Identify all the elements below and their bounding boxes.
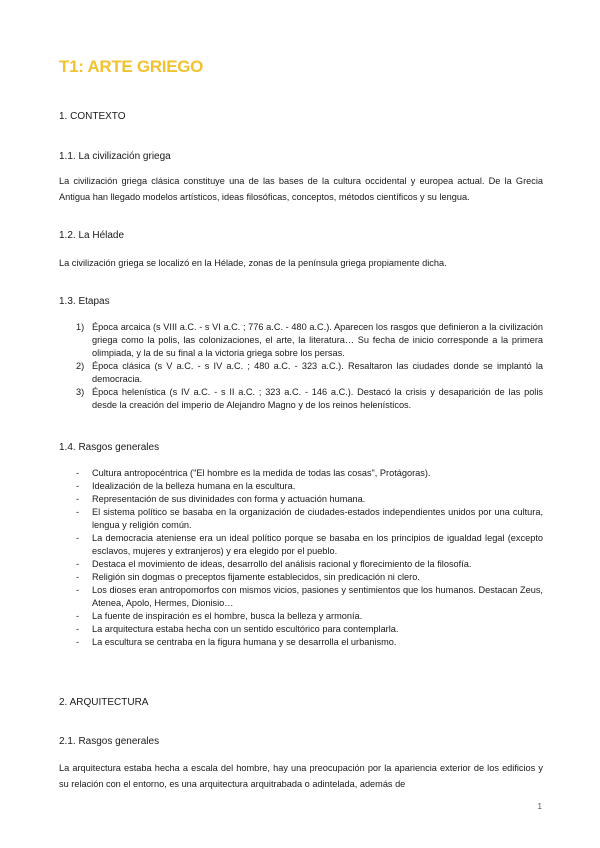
list-item: - Destaca el movimiento de ideas, desarrollo del análisis racional y florecimiento de la filosofía. — [76, 559, 472, 569]
subheading-arq-rasgos: 2.1. Rasgos generales — [59, 736, 160, 747]
list-item: 3) Época helenística (s IV a.C. - s II a.C. ; 323 a.C. - 146 a.C.). Destacó la crisis y desaparición de las polis desde la creación del imperio de Alejandro Magno y de los reinos helenísticos. — [76, 387, 543, 410]
document-title: T1: ARTE GRIEGO — [59, 57, 204, 76]
subheading-rasgos: 1.4. Rasgos generales — [59, 442, 160, 453]
list-item: - Representación de sus divinidades con forma y actuación humana. — [76, 494, 366, 504]
paragraph-helade: La civilización griega se localizó en la Hélade, zonas de la península griega propiamente dicha. — [59, 258, 447, 268]
section-heading-contexto: 1. CONTEXTO — [59, 111, 126, 122]
etapas-list — [59, 321, 543, 412]
page-number: 1 — [537, 802, 542, 811]
list-item: 2) Época clásica (s V a.C. - s IV a.C. ; 480 a.C. - 323 a.C.). Resaltaron las ciudades donde se implantó la democracia. — [76, 361, 543, 384]
list-item: - La escultura se centraba en la figura humana y se desarrolla el urbanismo. — [76, 637, 397, 647]
list-item: - Los dioses eran antropomorfos con mismos vicios, pasiones y sentimientos que los humanos. Destacan Zeus, Atenea, Apolo, Hermes, Dionisio… — [76, 585, 543, 608]
rasgos-list — [59, 467, 543, 649]
list-item: - Religión sin dogmas o preceptos fijamente establecidos, sin predicación ni clero. — [76, 572, 420, 582]
section-heading-arquitectura: 2. ARQUITECTURA — [59, 697, 149, 708]
list-item: - La arquitectura estaba hecha con un sentido escultórico para contemplarla. — [76, 624, 399, 634]
subheading-helade: 1.2. La Hélade — [59, 230, 125, 241]
list-item: - Idealización de la belleza humana en la escultura. — [76, 481, 296, 491]
list-item: - El sistema político se basaba en la organización de ciudades-estados independientes unidos por una cultura, lengua y religión común. — [76, 507, 543, 530]
list-item: 1) Época arcaica (s VIII a.C. - s VI a.C. ; 776 a.C. - 480 a.C.). Aparecen los rasgos que definieron a la civilización griega como la polis, las colonizaciones, el arte, la literatura… Su fecha de inicio corresponde a la primera olimpiada, y la de su final a la victoria griega sobre los persas. — [76, 322, 543, 358]
list-item: - La fuente de inspiración es el hombre, busca la belleza y armonía. — [76, 611, 363, 621]
list-item: - La democracia ateniense era un ideal político porque se basaba en los principios de igualdad legal (excepto esclavos, mujeres y extranjeros) y era elegido por el pueblo. — [76, 533, 543, 556]
subheading-etapas: 1.3. Etapas — [59, 296, 110, 307]
paragraph-civilizacion: La civilización griega clásica constituye una de las bases de la cultura occidental y europea actual. De la Grecia Antigua han llegado modelos artísticos, ideas filosóficas, conceptos, métodos científicos y su lengua. — [59, 176, 543, 202]
subheading-civilizacion: 1.1. La civilización griega — [59, 151, 171, 162]
list-item: - Cultura antropocéntrica ("El hombre es la medida de todas las cosas", Protágoras). — [76, 468, 431, 478]
paragraph-arq-rasgos: La arquitectura estaba hecha a escala del hombre, hay una preocupación por la apariencia exterior de los edificios y su relación con el entorno, es una arquitectura arquitrabada o adintelada, además de — [59, 763, 543, 789]
